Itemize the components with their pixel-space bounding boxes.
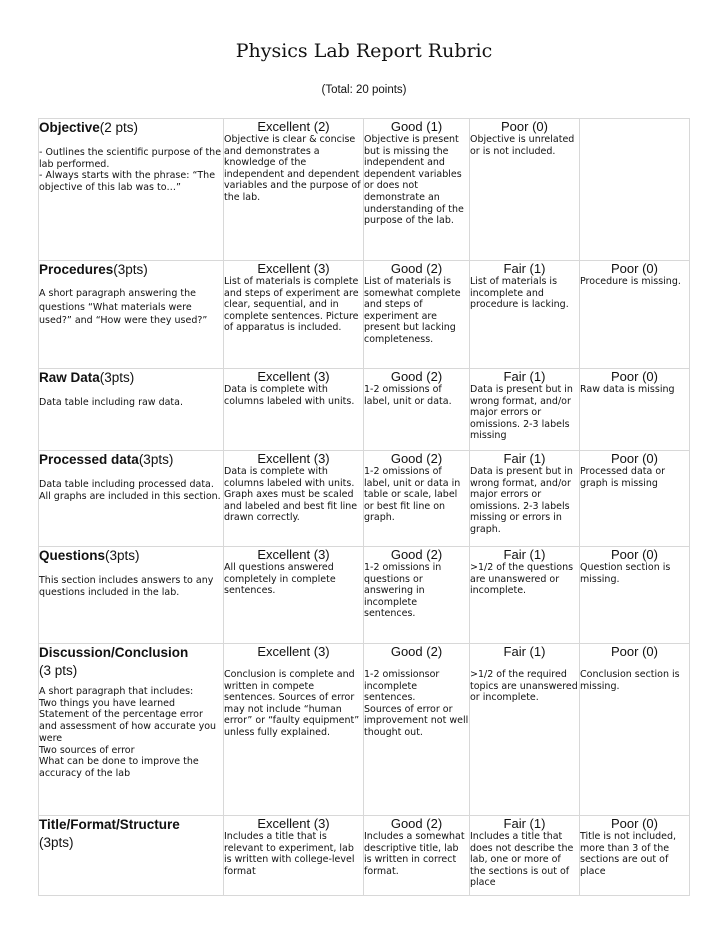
level-label: Good (2): [390, 451, 443, 466]
level-label: Good (2): [390, 261, 443, 276]
level-cell: [470, 816, 580, 896]
level-cell: [580, 369, 690, 451]
level-label: Excellent (2): [257, 119, 330, 134]
criterion-points: (3 pts): [39, 663, 78, 678]
criterion-name: Discussion/Conclusion: [39, 645, 189, 660]
level-label: Fair (1): [503, 369, 546, 384]
criterion-points: (3pts): [138, 452, 174, 467]
level-cell: [580, 816, 690, 896]
level-label: Good (2): [390, 547, 443, 562]
level-label: Fair (1): [503, 547, 546, 562]
rubric-row-raw-data: [39, 369, 690, 451]
level-cell: [364, 451, 470, 547]
criterion-cell: [39, 119, 224, 261]
level-description: 1-2 omissions of label, unit or data in table or scale, label or best fit line on graph.: [364, 466, 461, 524]
rubric-row-questions: [39, 547, 690, 644]
criterion-points: (3pts): [39, 835, 74, 850]
level-label: Poor (0): [611, 547, 658, 562]
level-description: Processed data or graph is missing: [580, 466, 666, 489]
level-description: Data is present but in wrong format, and/or major errors or omissions. 2-3 labels missing or errors in graph.: [470, 466, 573, 535]
criterion-points: (3pts): [105, 548, 140, 563]
rubric-row-processed-data: [39, 451, 690, 547]
criterion-cell: [39, 261, 224, 369]
level-cell: [470, 261, 580, 369]
level-description: Procedure is missing.: [580, 276, 681, 287]
level-cell: [470, 547, 580, 644]
level-description: List of materials is somewhat complete and steps of experiment are present but lacking completeness.: [364, 276, 461, 345]
level-label: Excellent (3): [257, 644, 330, 659]
criterion-cell: [39, 644, 224, 816]
level-description: 1-2 omissions of label, unit or data.: [364, 384, 452, 407]
level-label: Excellent (3): [257, 547, 330, 562]
level-label: Poor (0): [611, 369, 658, 384]
criterion-description: A short paragraph that includes: Two things you have learned Statement of the percentage error and assessment of how accurate you were Two sources of error What can be done to improve the accuracy of the lab: [39, 686, 217, 779]
level-description: Includes a title that does not describe the lab, one or more of the sections is out of place: [470, 831, 574, 889]
criterion-cell: [39, 369, 224, 451]
level-cell: [364, 547, 470, 644]
level-description: Includes a somewhat descriptive title, lab is written in correct format.: [364, 831, 465, 877]
level-label: Fair (1): [503, 816, 546, 831]
level-label: Excellent (3): [257, 261, 330, 276]
level-description: Raw data is missing: [580, 384, 675, 395]
level-cell: [224, 451, 364, 547]
level-label: Fair (1): [503, 261, 546, 276]
level-cell: [364, 369, 470, 451]
level-description: Objective is clear & concise and demonstrates a knowledge of the independent and dependent variables and the purpose of the lab.: [224, 134, 361, 203]
level-label: Good (2): [390, 369, 443, 384]
criterion-name: Questions: [39, 548, 106, 563]
level-description: Data is present but in wrong format, and/or major errors or omissions. 2-3 labels missing: [470, 384, 573, 442]
level-cell: [580, 261, 690, 369]
rubric-row-discussion: [39, 644, 690, 816]
level-label: Good (2): [390, 816, 443, 831]
level-description: Objective is present but is missing the independent and dependent variables or does not demonstrate an understanding of the purpose of the lab.: [364, 134, 464, 227]
level-cell: [470, 369, 580, 451]
level-cell: [580, 451, 690, 547]
level-description: Data is complete with columns labeled with units. Graph axes must be scaled and labeled and best fit line drawn correctly.: [224, 466, 358, 524]
criterion-name: Objective: [39, 120, 100, 135]
rubric-row-title-format: [39, 816, 690, 896]
level-label: Poor (0): [501, 119, 548, 134]
level-label: Poor (0): [611, 816, 658, 831]
criterion-name: Raw Data: [39, 370, 100, 385]
criterion-description: Data table including raw data.: [39, 397, 184, 408]
level-cell: [580, 547, 690, 644]
level-cell: [224, 369, 364, 451]
level-description: Data is complete with columns labeled with units.: [224, 384, 355, 407]
level-label: Fair (1): [503, 644, 546, 659]
level-label: Poor (0): [611, 451, 658, 466]
level-cell: [364, 644, 470, 816]
level-label: Excellent (3): [257, 816, 330, 831]
level-description: >1/2 of the questions are unanswered or incomplete.: [470, 562, 574, 597]
criterion-description: - Outlines the scientific purpose of the lab performed. - Always starts with the phrase: “The objective of this lab was to…”: [39, 147, 222, 194]
level-label: Poor (0): [611, 261, 658, 276]
level-description: All questions answered completely in complete sentences.: [224, 562, 336, 597]
criterion-name: Title/Format/Structure: [39, 817, 180, 832]
level-cell: [470, 644, 580, 816]
criterion-name: Processed data: [39, 452, 139, 467]
level-label: Fair (1): [503, 451, 546, 466]
level-cell: [364, 816, 470, 896]
level-cell: [224, 644, 364, 816]
level-cell: [470, 119, 580, 261]
document-subtitle: (Total: 20 points): [321, 84, 407, 96]
level-description: List of materials is complete and steps of experiment are clear, sequential, and in complete sentences. Picture of apparatus is included.: [224, 276, 359, 334]
criterion-cell: [39, 547, 224, 644]
level-cell-empty: [580, 119, 690, 261]
level-description: Question section is missing.: [580, 562, 671, 585]
rubric-table: [38, 118, 690, 896]
criterion-cell: [39, 451, 224, 547]
criterion-description: Data table including processed data. All graphs are included in this section.: [39, 479, 221, 502]
criterion-points: (3pts): [113, 262, 148, 277]
level-cell: [224, 261, 364, 369]
level-label: Good (1): [390, 119, 443, 134]
rubric-row-procedures: [39, 261, 690, 369]
criterion-points: (2 pts): [99, 120, 139, 135]
level-description: >1/2 of the required topics are unanswered or incomplete.: [470, 669, 578, 704]
criterion-description: This section includes answers to any questions included in the lab.: [39, 575, 214, 598]
level-description: Title is not included, more than 3 of the sections are out of place: [580, 831, 677, 877]
level-description: 1-2 omissionsor incomplete sentences. Sources of error or improvement not well thought out.: [364, 669, 469, 738]
criterion-name: Procedures: [39, 262, 114, 277]
level-description: Objective is unrelated or is not included.: [470, 134, 575, 157]
level-description: Conclusion section is missing.: [580, 669, 680, 692]
level-cell: [580, 644, 690, 816]
level-label: Excellent (3): [257, 451, 330, 466]
document-title: Physics Lab Report Rubric: [235, 40, 493, 62]
level-cell: [470, 451, 580, 547]
level-cell: [224, 547, 364, 644]
level-cell: [224, 816, 364, 896]
level-cell: [224, 119, 364, 261]
level-cell: [364, 119, 470, 261]
rubric-row-objective: [39, 119, 690, 261]
level-description: 1-2 omissions in questions or answering in incomplete sentences.: [364, 562, 442, 620]
level-description: Includes a title that is relevant to experiment, lab is written with college-level format: [224, 831, 355, 877]
level-cell: [364, 261, 470, 369]
level-label: Poor (0): [611, 644, 658, 659]
level-description: Conclusion is complete and written in compete sentences. Sources of error may not include “human error” or “faulty equipment” unless fully explained.: [224, 669, 360, 738]
level-label: Good (2): [390, 644, 443, 659]
level-description: List of materials is incomplete and procedure is lacking.: [470, 276, 569, 311]
criterion-points: (3pts): [99, 370, 135, 385]
criterion-cell: [39, 816, 224, 896]
level-label: Excellent (3): [257, 369, 330, 384]
criterion-description: A short paragraph answering the questions “What materials were used?” and “How were they used?”: [39, 288, 208, 326]
